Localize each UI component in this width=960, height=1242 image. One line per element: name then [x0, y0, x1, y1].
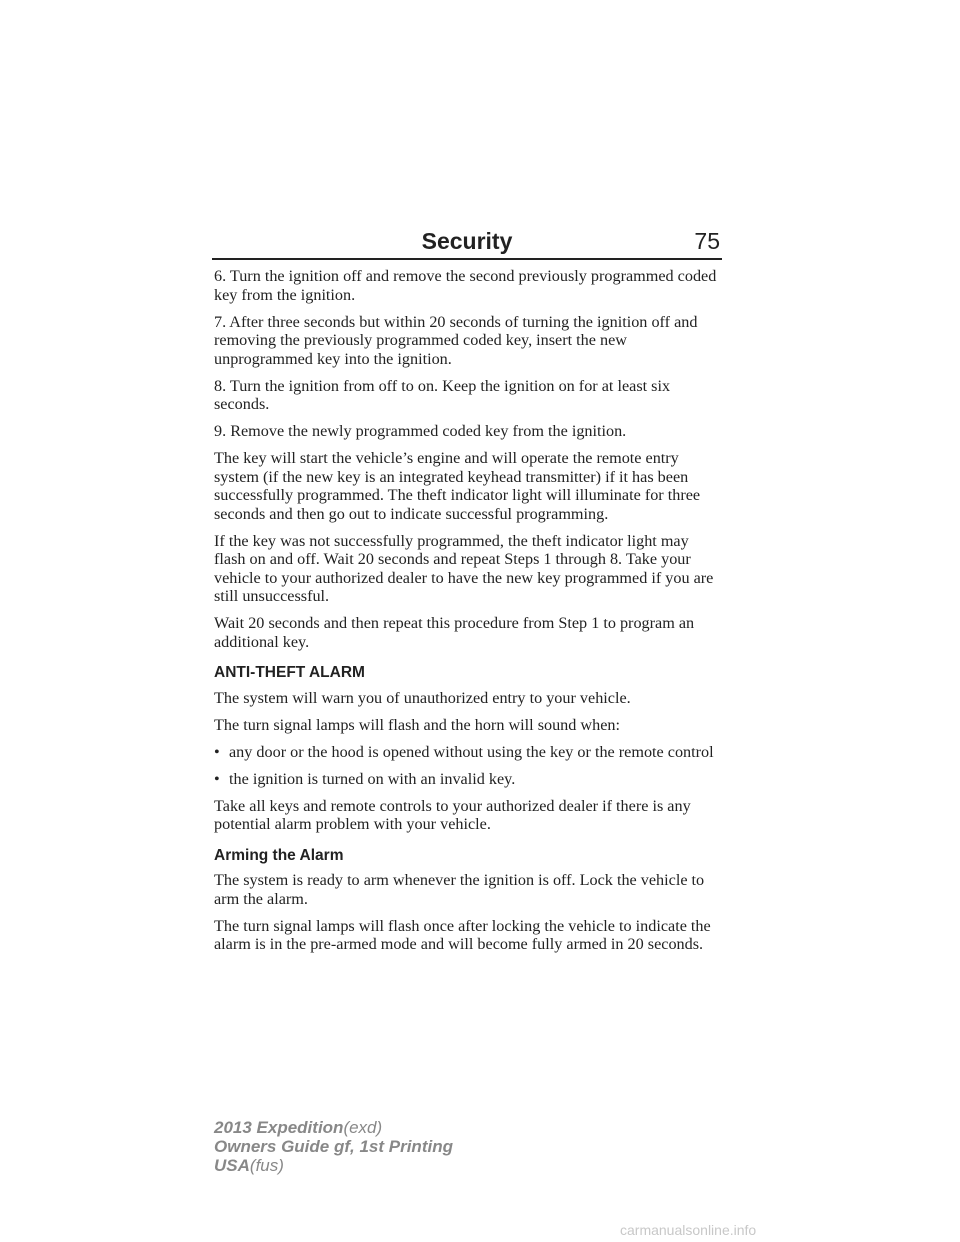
arming-paragraph-1: The system is ready to arm whenever the ignition is off. Lock the vehicle to arm the alarm. [214, 871, 705, 908]
page-header [212, 228, 722, 262]
footer-model-code: (exd) [343, 1118, 383, 1137]
alarm-paragraph-1: The system will warn you of unauthorized entry to your vehicle. [214, 688, 631, 707]
footer-market-code: (fus) [249, 1156, 284, 1175]
page-content [214, 267, 722, 962]
document-footer [214, 1118, 453, 1175]
footer-line-1 [214, 1118, 453, 1137]
page-number: 75 [694, 228, 720, 254]
heading-anti-theft-alarm: ANTI-THEFT ALARM [214, 664, 365, 681]
bullet-icon: • [214, 742, 220, 761]
step-7: 7. After three seconds but within 20 seconds of turning the ignition off and removing the previously programmed coded key, insert the new unprogrammed key into the ignition. [214, 312, 698, 368]
header-rule [212, 258, 722, 260]
footer-model: 2013 Expedition [214, 1118, 344, 1137]
alarm-paragraph-3: Take all keys and remote controls to your authorized dealer if there is any potential alarm problem with your vehicle. [214, 796, 691, 833]
list-item-text: the ignition is turned on with an invalid key. [229, 769, 516, 788]
bullet-icon: • [214, 769, 220, 788]
paragraph-additional-key: Wait 20 seconds and then repeat this procedure from Step 1 to program an additional key. [214, 614, 695, 651]
footer-guide: Owners Guide gf, 1st Printing [214, 1137, 453, 1156]
heading-arming-the-alarm: Arming the Alarm [214, 846, 344, 864]
list-item [214, 770, 722, 789]
arming-paragraph-2: The turn signal lamps will flash once after locking the vehicle to indicate the alarm is in the pre-armed mode and will become fully armed in 20 seconds. [214, 916, 711, 953]
step-9: 9. Remove the newly programmed coded key from the ignition. [214, 422, 627, 440]
list-item [214, 743, 722, 762]
alarm-trigger-list [214, 743, 722, 789]
footer-market: USA [214, 1156, 250, 1175]
section-title: Security [421, 228, 513, 254]
watermark: carmanualsonline.info [620, 1222, 757, 1238]
footer-line-2 [214, 1137, 453, 1156]
alarm-paragraph-2: The turn signal lamps will flash and the horn will sound when: [214, 715, 620, 734]
step-6: 6. Turn the ignition off and remove the second previously programmed coded key from the ignition. [214, 267, 717, 304]
paragraph-not-programmed: If the key was not successfully programmed, the theft indicator light may flash on and off. Wait 20 seconds and repeat Steps 1 through 8. Take your vehicle to your authorized dealer to have the new key programmed if you are still unsuccessful. [214, 531, 714, 605]
list-item-text: any door or the hood is opened without using the key or the remote control [229, 742, 714, 761]
step-8: 8. Turn the ignition from off to on. Keep the ignition on for at least six seconds. [214, 376, 671, 413]
footer-line-3 [214, 1156, 453, 1175]
paragraph-key-start: The key will start the vehicle’s engine and will operate the remote entry system (if the new key is an integrated keyhead transmitter) if it has been successfully programmed. The theft indicator light will illuminate for three seconds and then go out to indicate successful programming. [214, 449, 701, 523]
